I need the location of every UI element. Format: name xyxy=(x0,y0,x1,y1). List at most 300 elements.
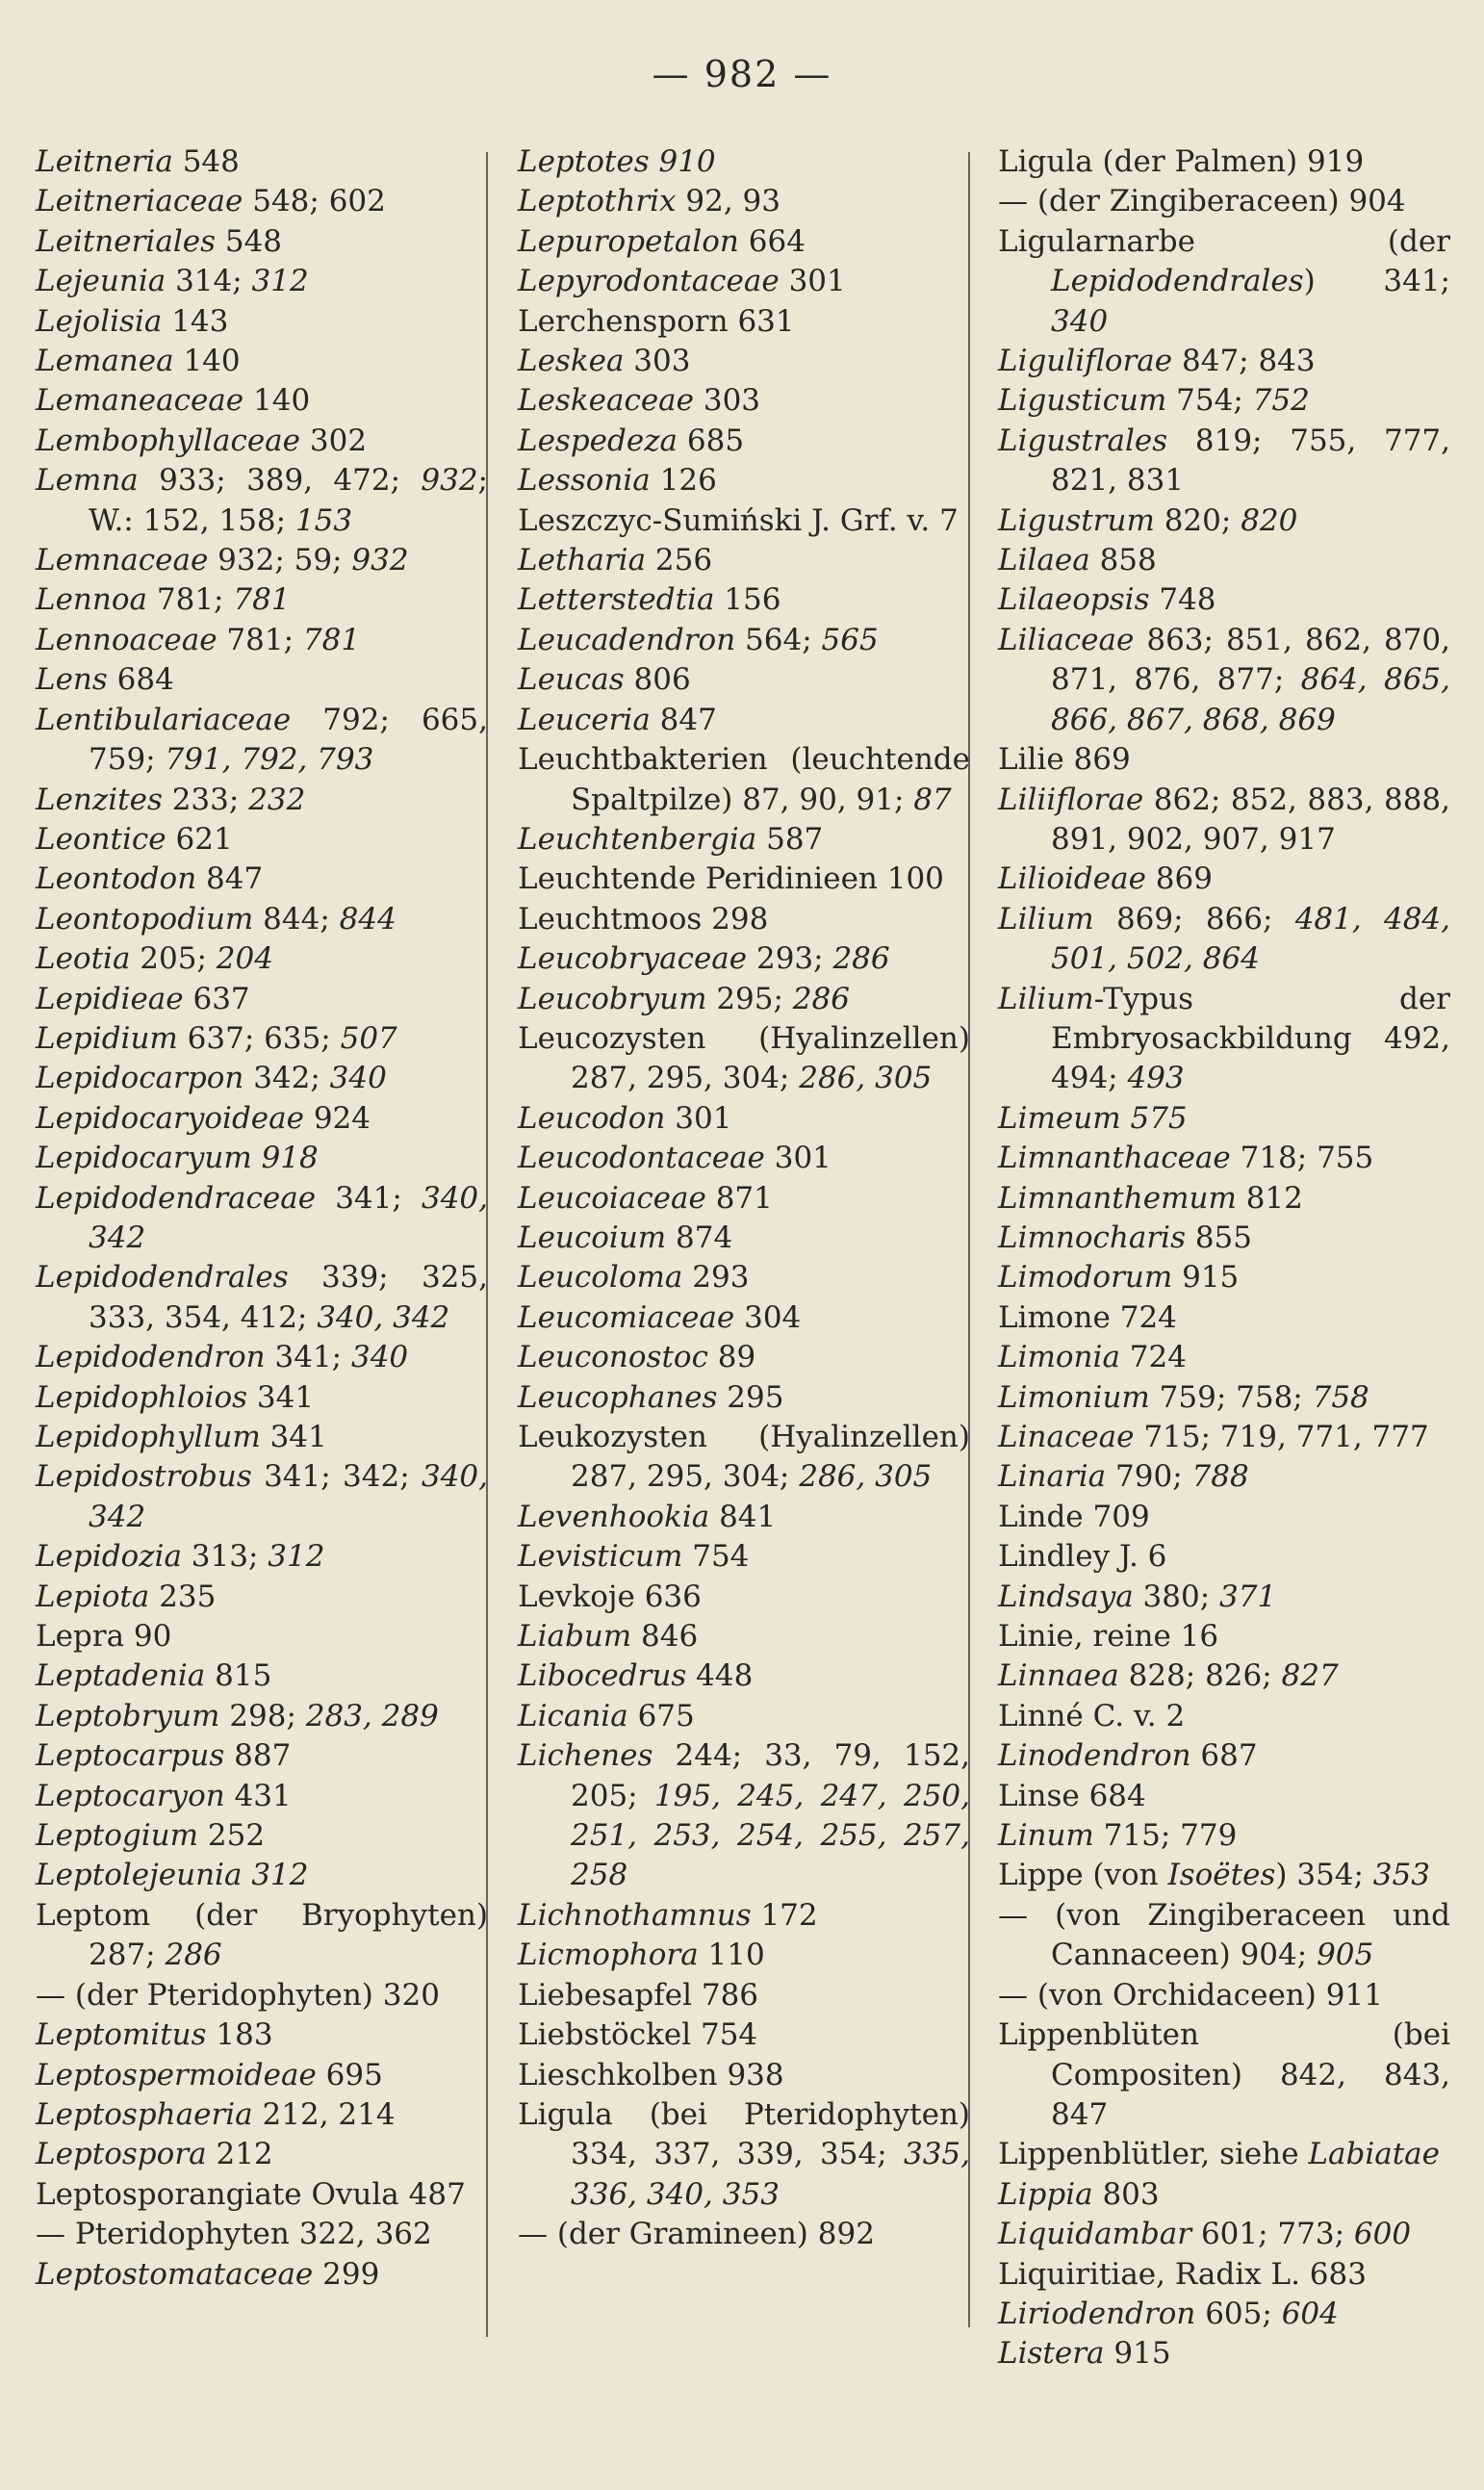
index-entry xyxy=(518,182,970,221)
italic-segment: Leitneriaceae xyxy=(36,184,243,219)
italic-segment: 286, 305 xyxy=(799,1061,933,1096)
text-segment: 847 xyxy=(196,861,264,897)
text-segment: 687 xyxy=(1190,1738,1258,1774)
index-entry xyxy=(36,1816,488,1856)
text-segment: ) 341; xyxy=(1303,264,1450,299)
index-entry xyxy=(36,142,488,182)
text-segment: Leszczyc-Sumiński J. Grf. v. 7 xyxy=(518,502,959,538)
text-segment: Linie, reine 16 xyxy=(998,1619,1219,1655)
text-segment: 303 xyxy=(624,344,691,379)
text-segment: 605; xyxy=(1195,2296,1282,2331)
italic-segment: Linaceae xyxy=(998,1420,1135,1454)
index-entry xyxy=(518,1697,970,1736)
italic-segment: Limonia xyxy=(998,1340,1120,1375)
index-column-left xyxy=(36,142,488,2295)
italic-segment: 864, 865, 866, 867, 868, 869 xyxy=(1051,662,1450,737)
italic-segment: Limnanthaceae xyxy=(998,1141,1231,1176)
italic-segment: Lemanea xyxy=(36,344,174,379)
index-entry xyxy=(998,422,1450,501)
italic-segment: Leucomiaceae xyxy=(518,1299,735,1335)
text-segment: 871 xyxy=(705,1180,773,1216)
italic-segment: Lichnothamnus xyxy=(518,1897,752,1933)
italic-segment: 844 xyxy=(339,901,397,937)
text-segment: 341; xyxy=(265,1340,351,1375)
text-segment: Ligularnarbe (der xyxy=(998,223,1450,259)
italic-segment: Ligustrales xyxy=(998,423,1168,458)
italic-segment: Libocedrus xyxy=(518,1658,687,1694)
text-segment: Linse 684 xyxy=(998,1778,1146,1813)
index-entry xyxy=(998,1578,1450,1617)
text-segment: 792; 665, 759; xyxy=(89,702,488,778)
index-entry xyxy=(36,660,488,700)
italic-segment: Lindsaya xyxy=(998,1579,1134,1614)
italic-segment: 340 xyxy=(329,1061,387,1096)
italic-segment: Lilium xyxy=(998,981,1094,1016)
italic-segment: Leitneria xyxy=(36,144,173,179)
italic-segment: 204 xyxy=(216,941,273,977)
italic-segment: 788 xyxy=(1191,1459,1249,1495)
italic-segment: Lepidophyllum xyxy=(36,1420,261,1454)
index-entry xyxy=(36,422,488,461)
index-entry xyxy=(518,1298,970,1338)
text-segment: 637; 635; xyxy=(177,1020,341,1056)
text-segment: 89 xyxy=(707,1340,756,1375)
italic-segment: Leptobryum xyxy=(36,1698,220,1733)
italic-segment: Lessonia xyxy=(518,463,651,499)
index-entry xyxy=(518,1617,970,1656)
italic-segment: 353 xyxy=(1372,1858,1430,1893)
index-entry xyxy=(998,222,1450,342)
index-entry xyxy=(36,2255,488,2295)
italic-segment: Lepidodendraceae xyxy=(36,1180,317,1216)
text-segment: — (der Gramineen) 892 xyxy=(518,2217,875,2252)
text-segment: 847; 843 xyxy=(1172,344,1316,379)
index-entry xyxy=(518,262,970,301)
italic-segment: 781 xyxy=(233,582,291,618)
text-segment: Leucozysten (Hyalinzellen) 287, 295, 304; xyxy=(518,1020,970,1096)
text-segment: 293; xyxy=(747,941,833,977)
text-segment: 841 xyxy=(709,1499,777,1534)
index-entry xyxy=(998,1099,1450,1139)
index-entry xyxy=(998,1418,1450,1457)
index-entry xyxy=(518,2215,970,2254)
italic-segment: 600 xyxy=(1353,2217,1412,2252)
text-segment: 302 xyxy=(300,423,368,458)
text-segment: Leptom (der Bryophyten) 287; xyxy=(36,1897,488,1973)
index-entry xyxy=(998,142,1450,182)
text-segment: 341 xyxy=(247,1379,315,1415)
index-entry xyxy=(36,1139,488,1178)
italic-segment: 232 xyxy=(248,782,306,817)
italic-segment: Leotia xyxy=(36,941,131,977)
text-segment: 548 xyxy=(172,144,240,179)
text-segment: 110 xyxy=(698,1938,765,1973)
index-entry xyxy=(518,1418,970,1498)
index-column-right xyxy=(998,142,1450,2374)
italic-segment: Lilaeopsis xyxy=(998,582,1150,618)
text-segment: 342; xyxy=(243,1061,330,1096)
text-segment: — (von Zingiberaceen und Cannaceen) 904; xyxy=(998,1897,1450,1973)
italic-segment: Lippia xyxy=(998,2176,1093,2212)
text-segment: 339; 325, 333, 354, 412; xyxy=(89,1260,488,1335)
italic-segment: 195, 245, 247, 250, 251, 253, 254, 255, 257, 258 xyxy=(571,1778,970,1893)
italic-segment: Leptogium xyxy=(36,1818,199,1854)
text-segment: Ligula (bei Pteridophyten) 334, 337, 339, 354; xyxy=(518,2096,970,2172)
text-segment: 790; xyxy=(1106,1459,1192,1495)
index-entry xyxy=(518,222,970,262)
index-entry xyxy=(518,1736,970,1896)
index-entry xyxy=(36,302,488,342)
italic-segment: Leptothrix xyxy=(518,184,677,219)
italic-segment: 507 xyxy=(340,1020,397,1056)
italic-segment: Isoëtes xyxy=(1167,1858,1276,1893)
index-entry xyxy=(998,1617,1450,1656)
text-segment: 156 xyxy=(714,582,781,618)
index-entry xyxy=(518,900,970,939)
index-entry xyxy=(36,1099,488,1139)
text-segment: Liebstöckel 754 xyxy=(518,2017,758,2053)
text-segment: 301 xyxy=(764,1141,832,1176)
index-entry xyxy=(518,1179,970,1219)
index-entry xyxy=(36,182,488,221)
text-segment: 847 xyxy=(650,702,717,737)
text-segment: 380; xyxy=(1133,1579,1220,1614)
italic-segment: Leucodon xyxy=(518,1100,666,1136)
index-entry xyxy=(998,1537,1450,1577)
italic-segment: Limnanthemum xyxy=(998,1180,1237,1216)
italic-segment: 481, 484, 501, 502, 864 xyxy=(1051,901,1451,977)
italic-segment: Licmophora xyxy=(518,1938,699,1973)
index-entry xyxy=(998,580,1450,620)
italic-segment: Limodorum xyxy=(998,1260,1173,1296)
italic-segment: Leucophanes xyxy=(518,1379,718,1415)
italic-segment: Lepidodendrales xyxy=(36,1260,289,1296)
italic-segment: 493 xyxy=(1127,1061,1185,1096)
index-entry xyxy=(36,1338,488,1377)
italic-segment: Leucoium xyxy=(518,1219,667,1255)
index-entry xyxy=(36,900,488,939)
italic-segment: 918 xyxy=(261,1141,319,1176)
italic-segment: Leptolejeunia xyxy=(36,1858,243,1893)
italic-segment: Lennoaceae xyxy=(36,622,217,657)
index-entry xyxy=(36,1258,488,1338)
index-entry xyxy=(518,1578,970,1617)
italic-segment: Leptomitus xyxy=(36,2017,207,2053)
text-segment: Lieschkolben 938 xyxy=(518,2057,784,2092)
italic-segment: Leptocaryon xyxy=(36,1778,225,1813)
italic-segment: Labiatae xyxy=(1308,2137,1440,2172)
italic-segment: Lepidocaryoideae xyxy=(36,1100,304,1136)
index-entry xyxy=(36,1378,488,1418)
text-segment: Lindley J. 6 xyxy=(998,1539,1167,1575)
text-segment: 548; 602 xyxy=(243,184,386,219)
italic-segment: Licania xyxy=(518,1698,628,1733)
text-segment: Lippe (von xyxy=(998,1858,1168,1893)
italic-segment: 283, 289 xyxy=(305,1698,439,1733)
text-segment: 256 xyxy=(646,543,713,578)
index-entry xyxy=(518,541,970,580)
text-segment: Liebesapfel 786 xyxy=(518,1977,759,2013)
index-entry xyxy=(998,2175,1450,2215)
index-entry xyxy=(998,1976,1450,2015)
text-segment: 820; xyxy=(1154,502,1241,538)
italic-segment: Leuceria xyxy=(518,702,651,737)
text-segment: 664 xyxy=(738,223,806,259)
text-segment: Lippenblüten (bei Compositen) 842, 843, 847 xyxy=(998,2017,1450,2132)
italic-segment: Listera xyxy=(998,2336,1105,2372)
text-segment: 815 xyxy=(205,1658,272,1694)
italic-segment: 340, 342 xyxy=(317,1299,450,1335)
text-segment: 863; 851, 862, 870, 871, 876, 877; xyxy=(1051,622,1450,698)
text-segment: 548 xyxy=(216,223,283,259)
index-entry xyxy=(518,1019,970,1099)
text-segment: 183 xyxy=(206,2017,273,2053)
index-entry xyxy=(36,2135,488,2174)
italic-segment: Leuconostoc xyxy=(518,1340,708,1375)
text-segment: — Pteridophyten 322, 362 xyxy=(36,2217,432,2252)
text-segment: Linde 709 xyxy=(998,1499,1150,1534)
index-entry xyxy=(518,820,970,860)
text-segment: 887 xyxy=(224,1738,292,1774)
index-entry xyxy=(518,1378,970,1418)
index-entry xyxy=(36,1059,488,1098)
index-entry xyxy=(998,2015,1450,2135)
italic-segment: 791, 792, 793 xyxy=(165,742,374,778)
italic-segment: Liguliflorae xyxy=(998,344,1173,379)
text-segment: 143 xyxy=(162,303,229,339)
index-entry xyxy=(998,1338,1450,1377)
text-segment: 684 xyxy=(107,662,174,698)
index-entry xyxy=(998,1179,1450,1219)
italic-segment: 335, 336, 340, 353 xyxy=(571,2137,970,2212)
italic-segment: Lemnaceae xyxy=(36,543,209,578)
text-segment: 759; 758; xyxy=(1149,1379,1313,1415)
text-segment: 293 xyxy=(682,1260,750,1296)
text-segment: Lilie 869 xyxy=(998,742,1131,778)
index-entry xyxy=(36,1418,488,1457)
italic-segment: Liliiflorae xyxy=(998,782,1144,817)
italic-segment: 820 xyxy=(1241,502,1298,538)
text-segment: 304 xyxy=(734,1299,802,1335)
italic-segment: Liquidambar xyxy=(998,2217,1192,2252)
text-segment: 819; 755, 777, 821, 831 xyxy=(1051,423,1450,499)
text-segment: 587 xyxy=(756,821,824,857)
text-segment: 448 xyxy=(686,1658,754,1694)
index-entry xyxy=(36,1736,488,1776)
text-segment: 212, 214 xyxy=(252,2096,396,2132)
text-segment: 828; 826; xyxy=(1118,1658,1282,1694)
text-segment: 295 xyxy=(717,1379,784,1415)
text-segment xyxy=(650,144,659,179)
index-entry xyxy=(998,541,1450,580)
text-segment: 718; 755 xyxy=(1230,1141,1374,1176)
index-entry xyxy=(998,1777,1450,1816)
index-entry xyxy=(998,2295,1450,2334)
italic-segment: Leuchtenbergia xyxy=(518,821,757,857)
italic-segment: Lepidium xyxy=(36,1020,178,1056)
index-entry xyxy=(36,342,488,381)
text-segment: Linné C. v. 2 xyxy=(998,1698,1186,1733)
italic-segment: Linaria xyxy=(998,1459,1107,1495)
text-segment: Leuchtmoos 298 xyxy=(518,901,769,937)
italic-segment: Leskea xyxy=(518,344,625,379)
index-entry xyxy=(518,1099,970,1139)
index-entry xyxy=(518,860,970,899)
index-entry xyxy=(36,1457,488,1537)
italic-segment: Ligustrum xyxy=(998,502,1155,538)
italic-segment: Lepidostrobus xyxy=(36,1459,252,1495)
text-segment: 252 xyxy=(198,1818,266,1854)
italic-segment: Leptospora xyxy=(36,2137,207,2172)
index-entry xyxy=(36,820,488,860)
index-entry xyxy=(998,342,1450,381)
italic-segment: Liriodendron xyxy=(998,2296,1196,2331)
text-segment: 724 xyxy=(1119,1340,1187,1375)
italic-segment: Lennoa xyxy=(36,582,148,618)
italic-segment: 910 xyxy=(658,144,716,179)
italic-segment: Letterstedtia xyxy=(518,582,715,618)
italic-segment: Lepidodendron xyxy=(36,1340,266,1375)
text-segment: 601; 773; xyxy=(1191,2217,1354,2252)
italic-segment: Leucoloma xyxy=(518,1260,683,1296)
index-entry xyxy=(36,1777,488,1816)
italic-segment: Lespedeza xyxy=(518,423,678,458)
text-segment: 235 xyxy=(149,1579,217,1614)
text-segment: 92, 93 xyxy=(676,184,781,219)
index-entry xyxy=(36,2215,488,2254)
text-segment: 874 xyxy=(666,1219,733,1255)
text-segment: Liquiritiae, Radix L. 683 xyxy=(998,2256,1367,2292)
italic-segment: Linum xyxy=(998,1818,1094,1854)
italic-segment: Leucobryaceae xyxy=(518,941,748,977)
index-entry xyxy=(998,1457,1450,1497)
italic-segment: 286 xyxy=(832,941,890,977)
italic-segment: 286 xyxy=(165,1938,222,1973)
text-segment: 695 xyxy=(316,2057,383,2092)
text-segment: 301 xyxy=(665,1100,732,1136)
text-segment: 932; 59; xyxy=(208,543,352,578)
text-segment: Lerchensporn 631 xyxy=(518,303,795,339)
text-segment: 803 xyxy=(1092,2176,1160,2212)
text-segment xyxy=(1121,1101,1131,1136)
index-entry xyxy=(518,1338,970,1377)
italic-segment: 312 xyxy=(268,1539,325,1575)
text-segment: 299 xyxy=(313,2256,380,2292)
index-entry xyxy=(36,262,488,301)
index-entry xyxy=(998,1298,1450,1338)
text-segment: — (von Orchidaceen) 911 xyxy=(998,1977,1383,2013)
italic-segment: Leptotes xyxy=(518,144,650,179)
italic-segment: 752 xyxy=(1252,383,1310,419)
text-segment: 314; xyxy=(166,264,252,299)
index-entry xyxy=(36,2095,488,2135)
text-segment: 862; 852, 883, 888, 891, 902, 907, 917 xyxy=(1051,782,1450,857)
italic-segment: Lepidieae xyxy=(36,981,184,1016)
index-entry xyxy=(998,501,1450,541)
index-entry xyxy=(518,660,970,700)
index-entry xyxy=(998,980,1450,1099)
italic-segment: Leucoiaceae xyxy=(518,1180,706,1216)
index-entry xyxy=(36,1179,488,1259)
index-entry xyxy=(36,1617,488,1656)
italic-segment: Linnaea xyxy=(998,1658,1119,1694)
text-segment: Leuchtbakterien (leuchtende Spaltpilze) 87, 90, 91; xyxy=(518,742,970,817)
italic-segment: 932 xyxy=(421,463,478,499)
index-entry xyxy=(998,1139,1450,1178)
text-segment: Lepra 90 xyxy=(36,1619,172,1655)
text-segment: 806 xyxy=(624,662,691,698)
index-entry xyxy=(998,1378,1450,1418)
italic-segment: Leucodontaceae xyxy=(518,1141,765,1176)
index-entry xyxy=(36,461,488,541)
italic-segment: Leontodon xyxy=(36,861,197,897)
text-segment: — (der Zingiberaceen) 904 xyxy=(998,184,1406,219)
italic-segment: 312 xyxy=(251,264,309,299)
index-entry xyxy=(998,860,1450,899)
text-segment: 212 xyxy=(206,2137,273,2172)
index-entry xyxy=(998,182,1450,221)
index-entry xyxy=(518,501,970,541)
text-segment: 915 xyxy=(1172,1260,1240,1296)
index-entry xyxy=(36,222,488,262)
index-entry xyxy=(518,621,970,660)
italic-segment: Lilaea xyxy=(998,543,1090,578)
italic-segment: Limeum xyxy=(998,1100,1121,1136)
index-entry xyxy=(36,2056,488,2095)
italic-segment: Leontice xyxy=(36,821,166,857)
text-segment: 564; xyxy=(735,622,822,657)
text-segment: 621 xyxy=(166,821,233,857)
italic-segment: 340, 342 xyxy=(89,1459,488,1534)
text-segment: Leptosporangiate Ovula 487 xyxy=(36,2176,466,2212)
text-segment: 933; 389, 472; xyxy=(138,463,422,499)
italic-segment: Leucas xyxy=(518,662,625,698)
index-entry xyxy=(518,381,970,421)
index-entry xyxy=(518,980,970,1019)
italic-segment: Levisticum xyxy=(518,1539,683,1575)
index-entry xyxy=(36,1578,488,1617)
text-segment: 855 xyxy=(1185,1219,1253,1255)
index-entry xyxy=(998,1656,1450,1696)
text-segment: Ligula (der Palmen) 919 xyxy=(998,144,1365,179)
text-segment: 431 xyxy=(224,1778,292,1813)
text-segment: 301 xyxy=(779,264,846,299)
italic-segment: Ligusticum xyxy=(998,383,1167,419)
index-entry xyxy=(36,701,488,781)
italic-segment: Leontopodium xyxy=(36,901,254,937)
text-segment: 754; xyxy=(1166,383,1253,419)
index-entry xyxy=(36,939,488,979)
italic-segment: Liabum xyxy=(518,1619,632,1655)
italic-segment: Leptadenia xyxy=(36,1658,206,1694)
index-entry xyxy=(36,2175,488,2215)
index-entry xyxy=(998,2135,1450,2174)
italic-segment: 781 xyxy=(302,622,361,657)
italic-segment: Lembophyllaceae xyxy=(36,423,301,458)
italic-segment: 340 xyxy=(1051,303,1109,339)
text-segment: 298; xyxy=(219,1698,306,1733)
italic-segment: Lichenes xyxy=(518,1738,653,1774)
text-segment xyxy=(242,1858,251,1892)
italic-segment: 905 xyxy=(1317,1938,1374,1973)
index-entry xyxy=(518,1976,970,2015)
text-segment: 341; xyxy=(316,1180,422,1216)
index-entry xyxy=(36,1019,488,1059)
italic-segment: Lejolisia xyxy=(36,303,163,339)
text-segment: Leuchtende Peridinieen 100 xyxy=(518,861,944,897)
italic-segment: Lepyrodontaceae xyxy=(518,264,780,299)
index-entry xyxy=(36,621,488,660)
